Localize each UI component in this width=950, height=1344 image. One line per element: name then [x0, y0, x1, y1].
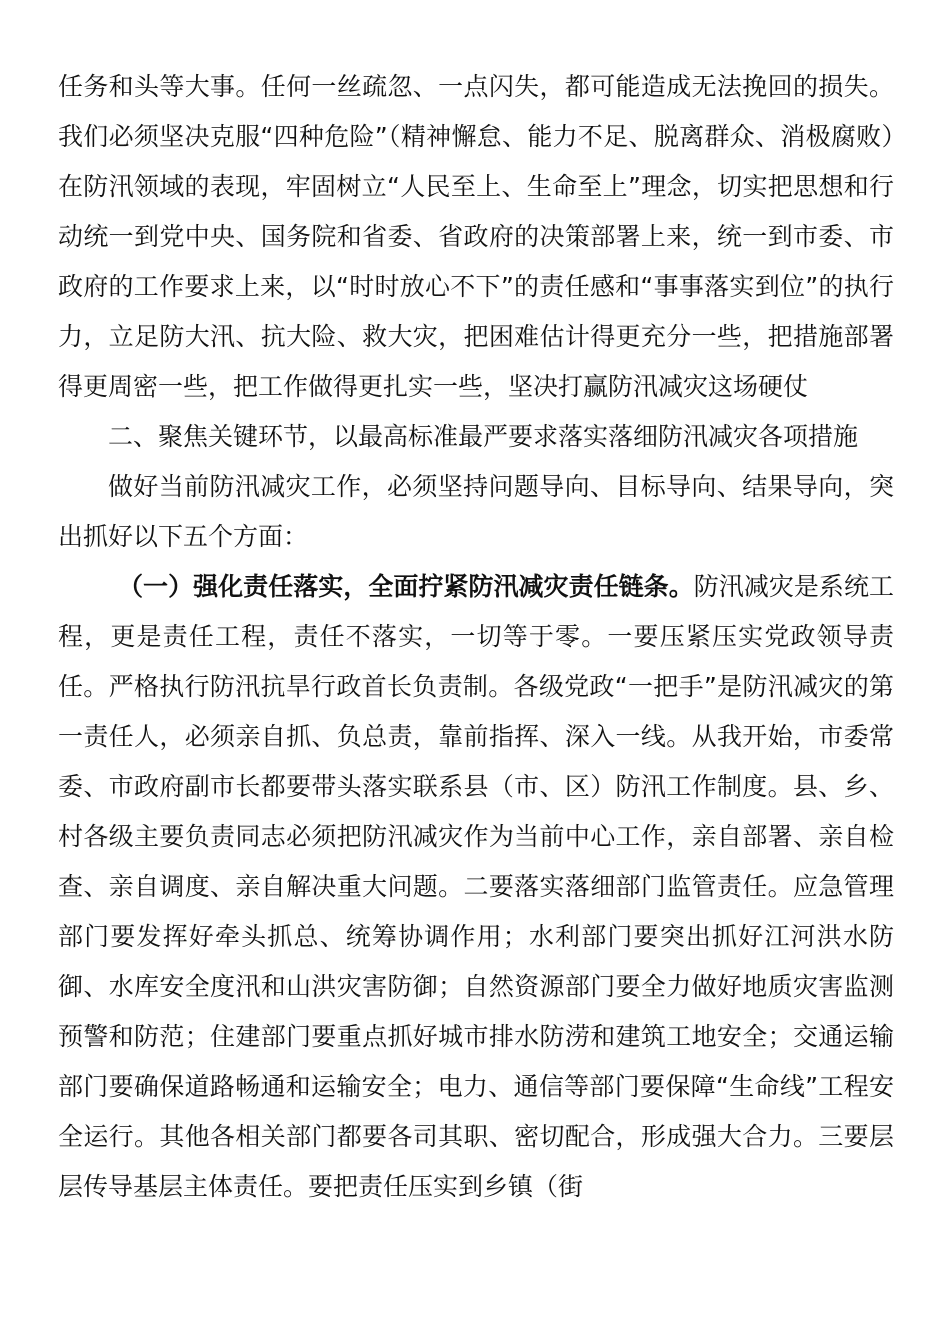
- section-heading-2: 二、聚焦关键环节，以最高标准最严要求落实落细防汛减灾各项措施: [108, 422, 859, 451]
- document-page: [58, 62, 894, 1212]
- paragraph-continued: 任务和头等大事。任何一丝疏忽、一点闪失，都可能造成无法挽回的损失。我们必须坚决克服“四种危险”（精神懈怠、能力不足、脱离群众、消极腐败）在防汛领域的表现，牢固树立“人民至上、生命至上”理念，切实把思想和行动统一到党中央、国务院和省委、省政府的决策部署上来，统一到市委、市政府的工作要求上来，以“时时放心不下”的责任感和“事事落实到位”的执行力，立足防大汛、抗大险、救大灾，把困难估计得更充分一些，把措施部署得更周密一些，把工作做得更扎实一些，坚决打赢防汛减灾这场硬仗: [58, 72, 894, 401]
- paragraph-intro: 做好当前防汛减灾工作，必须坚持问题导向、目标导向、结果导向，突出抓好以下五个方面：: [58, 472, 894, 551]
- paragraph-responsibility: [58, 562, 894, 1212]
- paragraph-responsibility-body: 防汛减灾是系统工程，更是责任工程，责任不落实，一切等于零。一要压紧压实党政领导责任。严格执行防汛抗旱行政首长负责制。各级党政“一把手”是防汛减灾的第一责任人，必须亲自抓、负总责，靠前指挥、深入一线。从我开始，市委常委、市政府副市长都要带头落实联系县（市、区）防汛工作制度。县、乡、村各级主要负责同志必须把防汛减灾作为当前中心工作，亲自部署、亲自检查、亲自调度、亲自解决重大问题。二要落实落细部门监管责任。应急管理部门要发挥好牵头抓总、统筹协调作用；水利部门要突出抓好江河洪水防御、水库安全度汛和山洪灾害防御；自然资源部门要全力做好地质灾害监测预警和防范；住建部门要重点抓好城市排水防涝和建筑工地安全；交通运输部门要确保道路畅通和运输安全；电力、通信等部门要保障“生命线”工程安全运行。其他各相关部门都要各司其职、密切配合，形成强大合力。三要层层传导基层主体责任。要把责任压实到乡镇（街: [58, 572, 895, 1201]
- subheading-1: （一）强化责任落实，全面拧紧防汛减灾责任链条。: [118, 572, 694, 601]
